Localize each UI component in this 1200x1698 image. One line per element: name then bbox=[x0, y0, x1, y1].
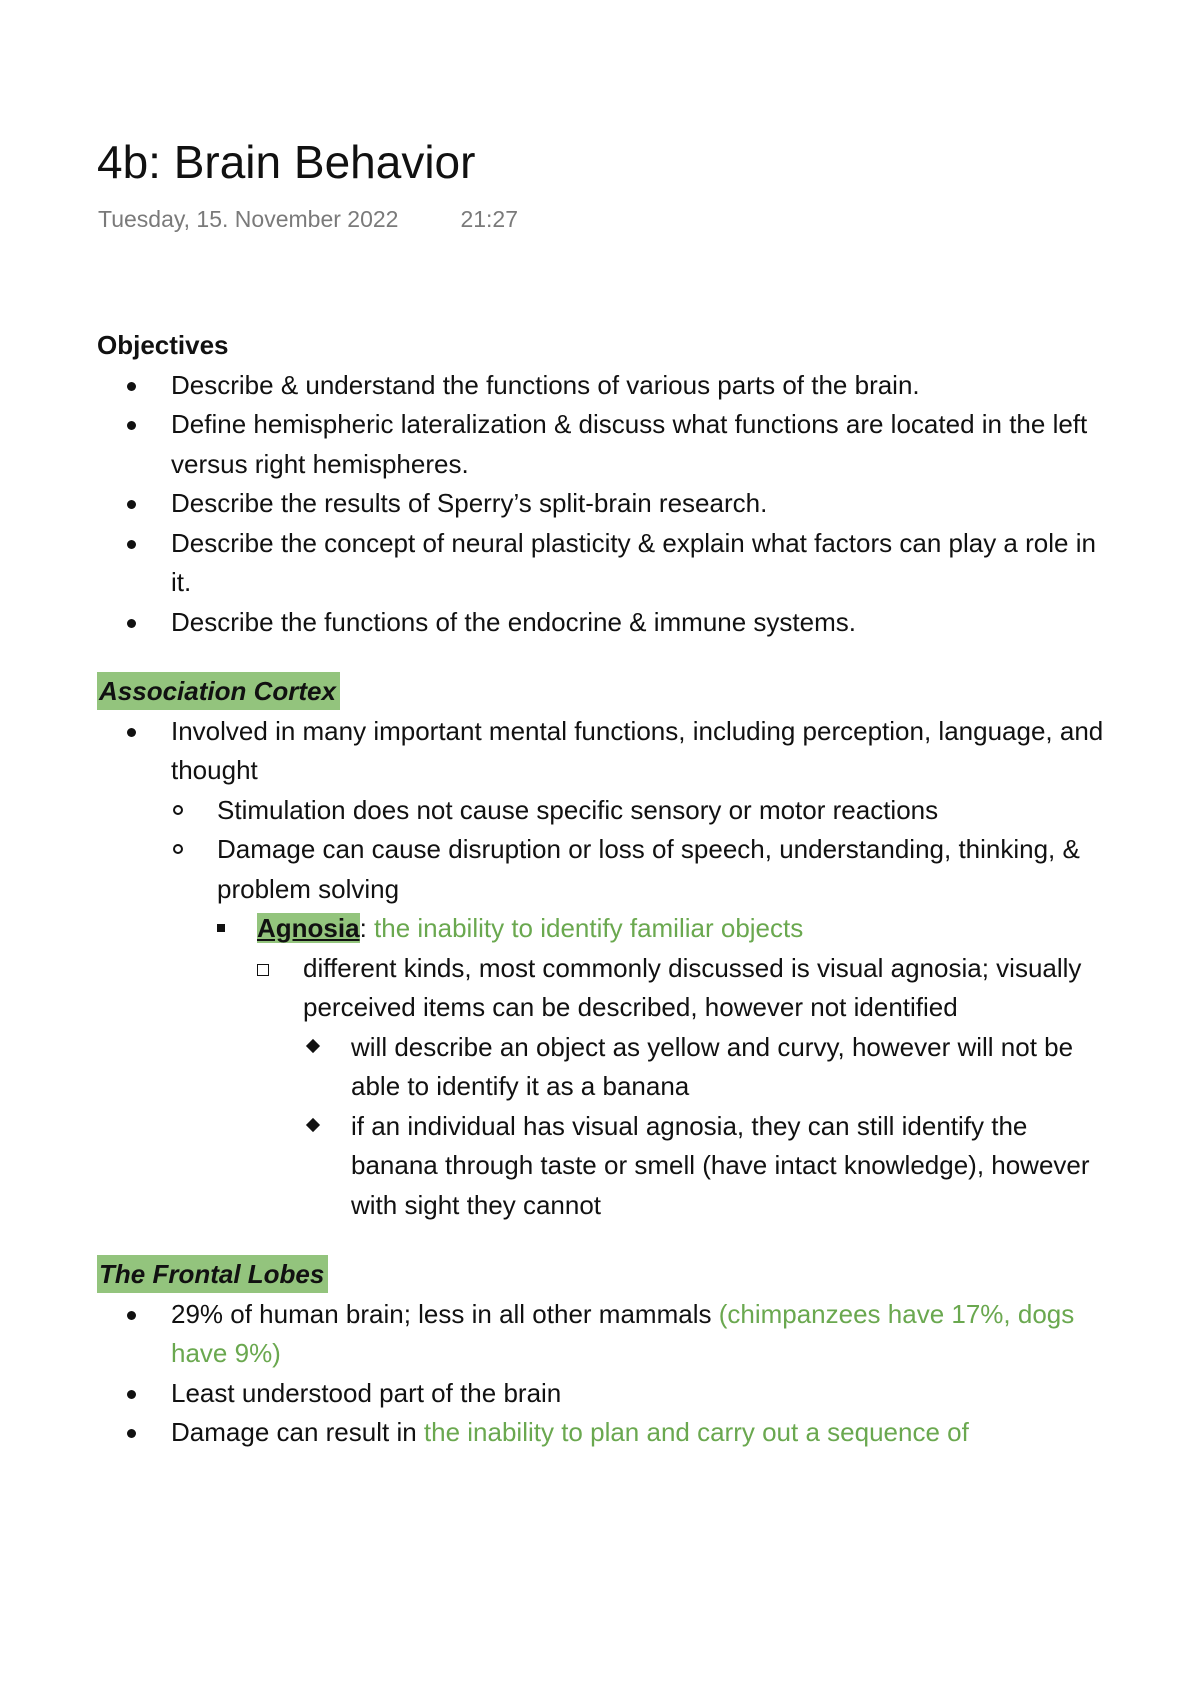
agnosia-definition: the inability to identify familiar objects bbox=[374, 913, 804, 943]
sub-list bbox=[217, 909, 1117, 1225]
list-item bbox=[97, 1295, 1117, 1374]
list-item-text: Involved in many important mental functions, including perception, language, and thought bbox=[171, 715, 1104, 785]
list-item-text: Damage can result in bbox=[171, 1417, 424, 1447]
list-item bbox=[257, 949, 1117, 1226]
list-item bbox=[171, 830, 1117, 1225]
note-content[interactable] bbox=[97, 326, 1117, 1580]
objectives-list bbox=[97, 366, 1117, 643]
page-date: Tuesday, 15. November 2022 bbox=[98, 206, 399, 232]
list-item: Describe the concept of neural plasticity & explain what factors can play a role in it. bbox=[97, 524, 1117, 603]
page-title: 4b: Brain Behavior bbox=[97, 136, 476, 188]
sub-list bbox=[171, 791, 1117, 1226]
list-item-note: the inability to plan and carry out a sequence of bbox=[423, 1417, 969, 1447]
objectives-heading: Objectives bbox=[97, 330, 229, 360]
sub-list bbox=[303, 1028, 1117, 1226]
page-timestamp bbox=[98, 204, 518, 234]
list-item: Least understood part of the brain bbox=[97, 1374, 1117, 1414]
frontal-lobes-list bbox=[97, 1295, 1117, 1453]
list-item-text: 29% of human brain; less in all other mammals bbox=[171, 1298, 719, 1329]
list-item-note: (chimpanzees have 17%, dogs have 9%) bbox=[171, 1298, 1075, 1368]
list-item bbox=[217, 909, 1117, 1225]
list-item: Define hemispheric lateralization & discuss what functions are located in the left versus right hemispheres. bbox=[97, 405, 1117, 484]
sub-list bbox=[257, 949, 1117, 1226]
list-item bbox=[97, 712, 1117, 1226]
list-item: Stimulation does not cause specific sensory or motor reactions bbox=[171, 791, 1117, 831]
page-time: 21:27 bbox=[460, 206, 519, 232]
term-separator: : bbox=[359, 913, 375, 943]
list-item-text: different kinds, most commonly discussed is visual agnosia; visually perceived items can be described, however not identified bbox=[303, 952, 1082, 1022]
agnosia-term: Agnosia bbox=[257, 913, 360, 943]
list-item-text: Damage can cause disruption or loss of speech, understanding, thinking, & problem solving bbox=[217, 834, 1080, 904]
list-item: will describe an object as yellow and curvy, however will not be able to identify it as a banana bbox=[303, 1028, 1117, 1107]
list-item: Describe & understand the functions of various parts of the brain. bbox=[97, 366, 1117, 406]
frontal-lobes-heading: The Frontal Lobes bbox=[97, 1255, 328, 1293]
association-cortex-heading: Association Cortex bbox=[97, 672, 340, 710]
list-item: Describe the functions of the endocrine & immune systems. bbox=[97, 603, 1117, 643]
list-item: Describe the results of Sperry’s split-brain research. bbox=[97, 484, 1117, 524]
list-item: if an individual has visual agnosia, they can still identify the banana through taste or smell (have intact knowledge), however with sight they cannot bbox=[303, 1107, 1117, 1226]
association-cortex-list bbox=[97, 712, 1117, 1226]
list-item bbox=[97, 1413, 1117, 1453]
